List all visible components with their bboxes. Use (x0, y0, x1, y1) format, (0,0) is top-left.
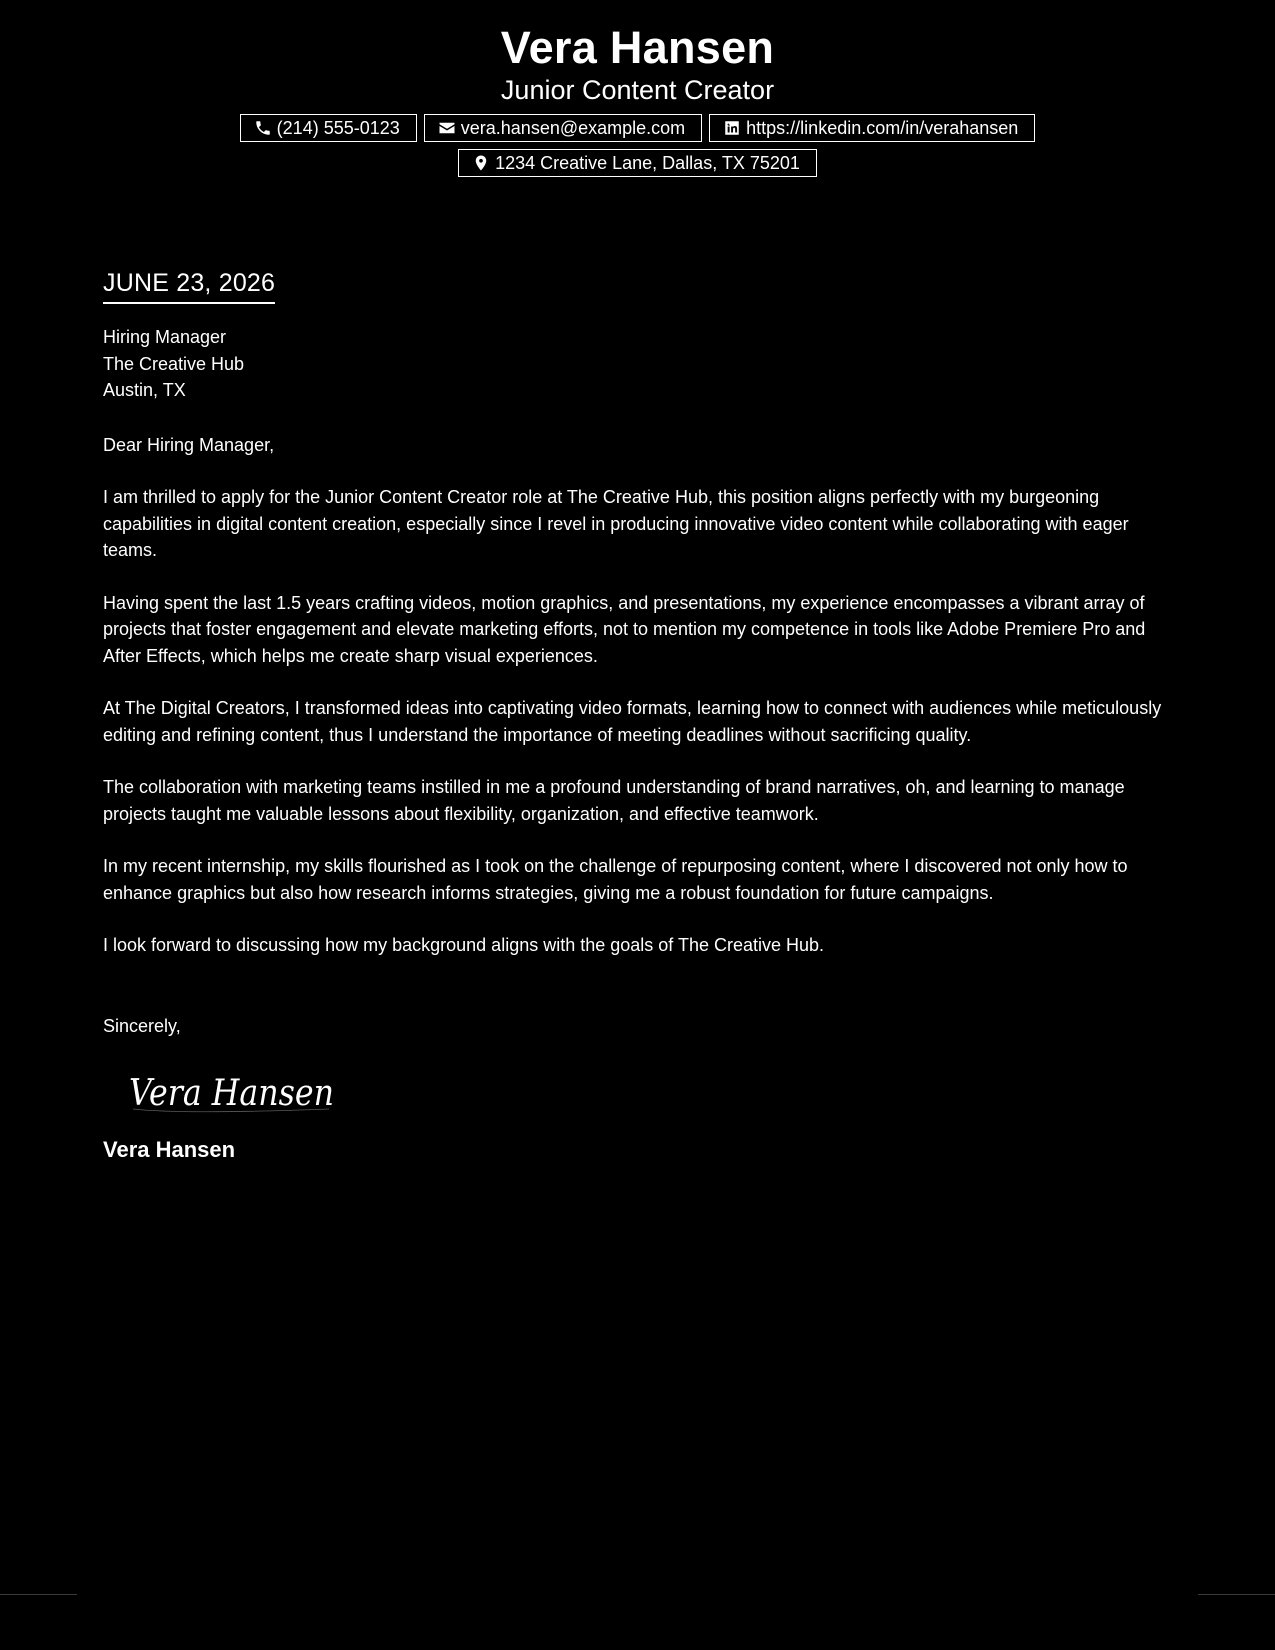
closing: Sincerely, (103, 1015, 181, 1036)
recipient-name: Hiring Manager (103, 327, 227, 347)
signature-script: Vera Hansen (129, 1073, 334, 1114)
handwritten-signature (129, 1065, 1173, 1121)
signer-name: Vera Hansen (103, 1137, 236, 1162)
contact-row-1 (0, 114, 1275, 142)
footer-rule-right (1198, 1594, 1275, 1595)
envelope-icon (438, 119, 456, 137)
letter-date: JUNE 23, 2026 (103, 266, 275, 304)
letter-body (103, 266, 1173, 1165)
contact-row-2 (0, 149, 1275, 177)
recipient-block (103, 324, 1173, 404)
map-pin-icon (472, 154, 490, 172)
linkedin-contact[interactable] (709, 114, 1035, 142)
recipient-location: Austin, TX (103, 380, 186, 400)
recipient-company: The Creative Hub (103, 353, 245, 374)
paragraph-2: Having spent the last 1.5 years crafting videos, motion graphics, and presentations, my experience encompasses a vibrant array of projects that foster engagement and elevate marketing efforts, not to mention my competence in tools like Adobe Premiere Pro and After Effects, which helps me create sharp visual experiences. (103, 592, 1146, 666)
email-contact[interactable] (424, 114, 702, 142)
paragraph-5: In my recent internship, my skills flourished as I took on the challenge of repurposing content, where I discovered not only how to enhance graphics but also how research informs strategies, giving me a robust foundation for future campaigns. (103, 856, 1128, 903)
paragraph-3: At The Digital Creators, I transformed ideas into captivating video formats, learning how to connect with audiences while meticulously editing and refining content, thus I understand the importance of meeting deadlines without sacrificing quality. (103, 698, 1162, 745)
email-text: vera.hansen@example.com (460, 118, 686, 138)
phone-text: (214) 555-0123 (276, 118, 400, 138)
address-contact (458, 149, 817, 177)
paragraph-1: I am thrilled to apply for the Junior Content Creator role at The Creative Hub, this position aligns perfectly with my burgeoning capabilities in digital content creation, especially since I revel in producing innovative video content while collaborating with eager teams. (103, 487, 1129, 560)
address-text: 1234 Creative Lane, Dallas, TX 75201 (495, 153, 800, 173)
letter-header (0, 22, 1275, 184)
phone-contact[interactable] (240, 114, 417, 142)
salutation: Dear Hiring Manager, (103, 434, 275, 455)
applicant-name: Vera Hansen (500, 22, 775, 73)
linkedin-icon (723, 119, 741, 137)
applicant-title: Junior Content Creator (500, 75, 775, 105)
footer-rule-left (0, 1594, 77, 1595)
paragraph-4: The collaboration with marketing teams instilled in me a profound understanding of brand narratives, oh, and learning to manage projects taught me valuable lessons about flexibility, organization, and effective teamwork. (103, 777, 1125, 824)
linkedin-text: https://linkedin.com/in/verahansen (746, 118, 1019, 138)
paragraph-6: I look forward to discussing how my background aligns with the goals of The Creative Hub. (103, 935, 825, 955)
phone-icon (254, 119, 272, 137)
